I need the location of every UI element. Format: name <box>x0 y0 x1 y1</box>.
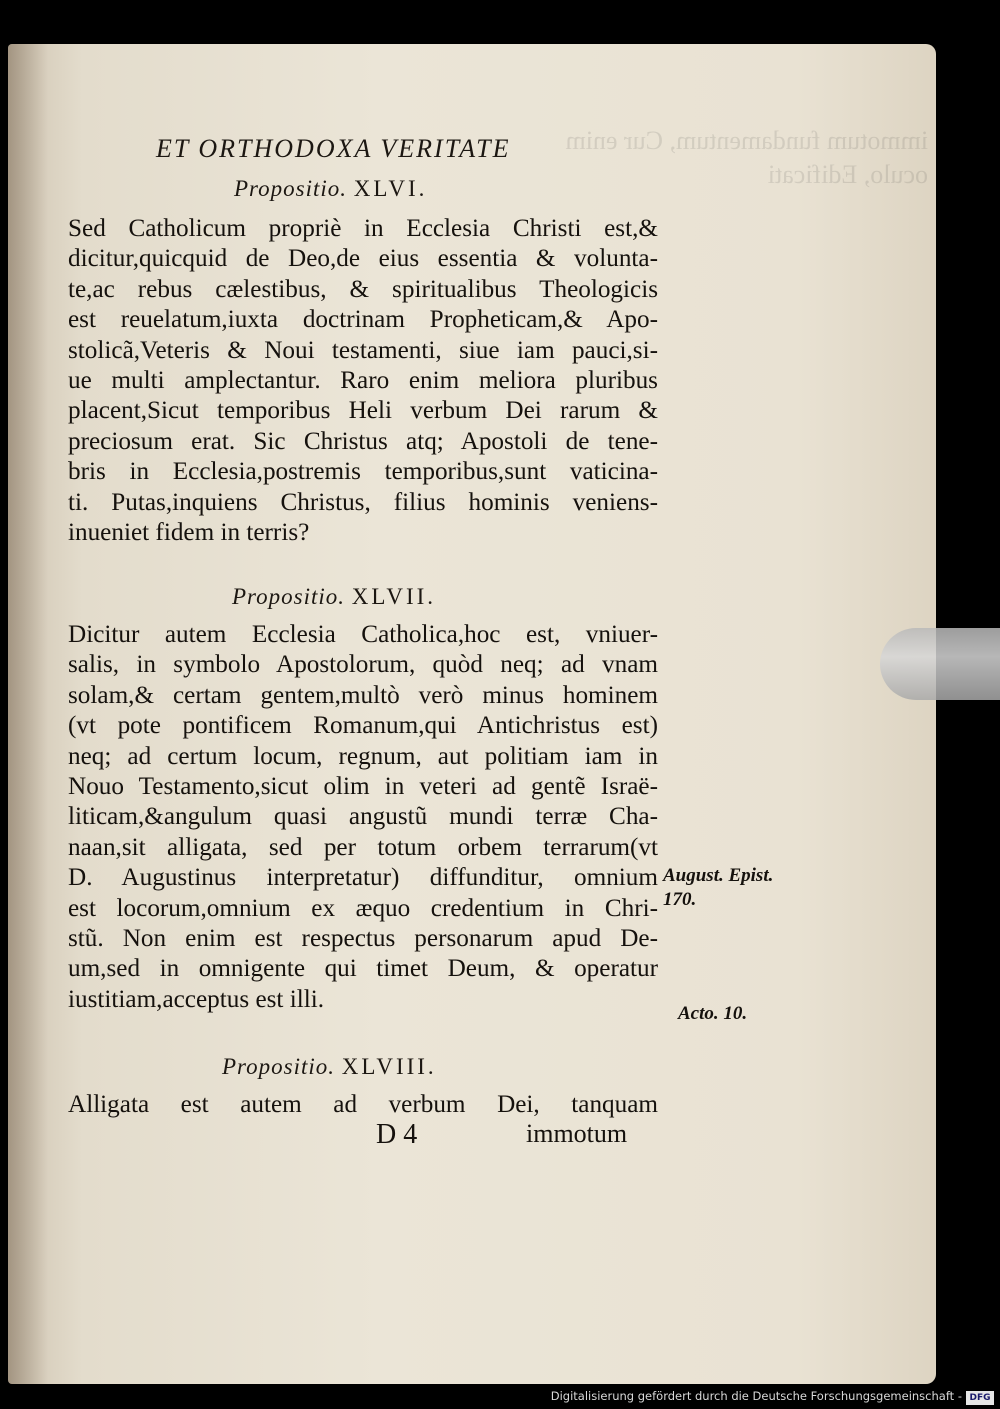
text-line: salis, in symbolo Apostolorum, quòd neq; ad vnam <box>68 651 658 679</box>
margin-note-line: 170. <box>663 889 697 910</box>
gutter-shadow <box>8 44 48 1384</box>
text-line: placent,Sicut temporibus Heli verbum Dei rarum & <box>68 397 658 425</box>
text-line: est reuelatum,iuxta doctrinam Propheticam,& Apo- <box>68 306 658 334</box>
proposition-heading-48 <box>222 1054 437 1080</box>
proposition-heading-47 <box>232 584 436 610</box>
credit-line: Digitalisierung gefördert durch die Deutsche Forschungsgemeinschaft - <box>550 1389 962 1403</box>
heading-word: Propositio. <box>234 176 348 201</box>
catchword: immotum <box>526 1119 628 1148</box>
page-clip <box>880 628 1000 700</box>
paragraph-48 <box>68 1090 658 1120</box>
text-line: ti. Putas,inquiens Christus, filius hominis veniens- <box>68 488 658 516</box>
margin-note-line: August. Epist. <box>663 865 774 886</box>
text-line: stũ. Non enim est respectus personarum apud De- <box>68 925 658 953</box>
heading-word: Propositio. <box>222 1054 336 1079</box>
heading-number: XLVII. <box>351 584 437 609</box>
text-line: inueniet fidem in terris? <box>68 519 310 547</box>
paragraph-47 <box>68 620 658 1015</box>
text-line: liticam,&angulum quasi angustũ mundi terræ Cha- <box>68 803 658 831</box>
text-line: D. Augustinus interpretatur) diffunditur, omnium <box>68 864 658 892</box>
bleed-through-text: immotum fundamentum, Cur enim oculo, Edificati <box>565 126 928 189</box>
margin-note-acts <box>678 1002 747 1026</box>
text-line: est locorum,omnium ex æquo credentium in Chri- <box>68 894 658 922</box>
text-line: Nouo Testamento,sicut olim in veteri ad gentẽ Israë- <box>68 773 658 801</box>
text-line: stolicã,Veteris & Noui testamenti, siue iam pauci,si- <box>68 336 658 364</box>
text-line: um,sed in omnigente qui timet Deum, & operatur <box>68 955 658 983</box>
margin-note-augustine <box>663 864 773 912</box>
running-head: ET ORTHODOXA VERITATE <box>156 134 511 163</box>
signature-mark: D 4 <box>376 1119 418 1150</box>
book-page <box>8 44 936 1384</box>
heading-number: XLVI. <box>353 176 428 201</box>
proposition-heading-46 <box>234 176 427 202</box>
text-line: bris in Ecclesia,postremis temporibus,sunt vaticina- <box>68 458 658 486</box>
text-line: neq; ad certum locum, regnum, aut politiam iam in <box>68 742 658 770</box>
heading-word: Propositio. <box>232 584 346 609</box>
text-line: ue multi amplectantur. Raro enim meliora pluribus <box>68 367 658 395</box>
heading-number: XLVIII. <box>341 1054 437 1079</box>
text-line: (vt pote pontificem Romanum,qui Antichristus est) <box>68 712 658 740</box>
text-line: preciosum erat. Sic Christus atq; Apostoli de tene- <box>68 427 658 455</box>
paragraph-46 <box>68 214 658 548</box>
margin-note-line: Acto. 10. <box>678 1003 748 1024</box>
text-line: dicitur,quicquid de Deo,de eius essentia & volunta- <box>68 245 658 273</box>
text-line: naan,sit alligata, sed per totum orbem terrarum(vt <box>68 833 658 861</box>
text-line: iustitiam,acceptus est illi. <box>68 985 325 1013</box>
text-line: te,ac rebus cælestibus, & spiritualibus Theologicis <box>68 275 658 303</box>
text-line: solam,& certam gentem,multò verò minus hominem <box>68 681 658 709</box>
text-line: Dicitur autem Ecclesia Catholica,hoc est, vniuer- <box>68 621 658 648</box>
text-line: Sed Catholicum propriè in Ecclesia Christi est,& <box>68 215 658 242</box>
text-line: Alligata est autem ad verbum Dei, tanquam <box>68 1091 658 1118</box>
dfg-logo: DFG <box>966 1391 994 1405</box>
